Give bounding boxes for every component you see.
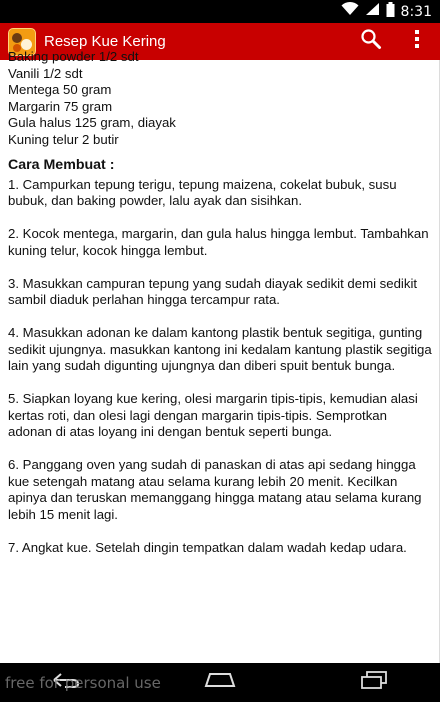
signal-icon bbox=[365, 2, 380, 21]
status-time: 8:31 bbox=[400, 3, 432, 20]
status-icons bbox=[341, 0, 432, 23]
ingredient-line-partial: Baking powder 1/2 sdt bbox=[8, 49, 139, 64]
app-title: Resep Kue Kering bbox=[44, 33, 166, 50]
method-step: 1. Campurkan tepung terigu, tepung maizena, cokelat bubuk, susu bubuk, dan baking powder, lalu ayak dan sisihkan. bbox=[8, 176, 397, 208]
method-step: 3. Masukkan campuran tepung yang sudah diayak sedikit demi sedikit sambil diaduk perlahan hingga tercampur rata. bbox=[8, 275, 418, 307]
status-bar bbox=[0, 0, 440, 23]
home-icon bbox=[204, 672, 236, 693]
recipe-content[interactable] bbox=[0, 49, 440, 663]
ingredient-line: Gula halus 125 gram, diayak bbox=[8, 115, 176, 130]
wifi-icon bbox=[341, 2, 359, 21]
battery-icon bbox=[386, 2, 395, 22]
home-button[interactable] bbox=[190, 663, 250, 702]
ingredient-line: Margarin 75 gram bbox=[8, 98, 113, 114]
method-heading: Cara Membuat : bbox=[8, 157, 115, 173]
method-step: 7. Angkat kue. Setelah dingin tempatkan dalam wadah kedap udara. bbox=[8, 539, 407, 555]
recipe-text bbox=[8, 49, 432, 573]
watermark-text: free for personal use bbox=[5, 674, 161, 692]
method-step: 6. Panggang oven yang sudah di panaskan di atas api sedang hingga kue setengah matang atau selama kurang lebih 20 menit. Kecilkan apinya dan teruskan memanggang hingga matang atau selama kurang lebih 15 menit lagi. bbox=[8, 457, 422, 522]
recents-icon bbox=[360, 671, 388, 694]
ingredient-line: Kuning telur 2 butir bbox=[8, 131, 119, 147]
method-step: 5. Siapkan loyang kue kering, olesi margarin tipis-tipis, kemudian alasi kertas roti, dan olesi lagi dengan margarin tipis-tipis. Semprotkan adonan di atas loyang ini dengan bentuk seperti bunga. bbox=[8, 391, 418, 439]
method-step: 4. Masukkan adonan ke dalam kantong plastik bentuk segitiga, gunting sedikit ujungnya. masukkan kantong ini kedalam kantung plastik segitiga lain yang sudah digunting ujungnya dan diberi spuit bentuk bunga. bbox=[8, 325, 432, 373]
ingredient-line: Mentega 50 gram bbox=[8, 82, 112, 97]
ingredient-line: Vanili 1/2 sdt bbox=[8, 65, 83, 81]
method-step: 2. Kocok mentega, margarin, dan gula halus hingga lembut. Tambahkan kuning telur, kocok hingga lembut. bbox=[8, 226, 429, 258]
recents-button[interactable] bbox=[344, 663, 404, 702]
